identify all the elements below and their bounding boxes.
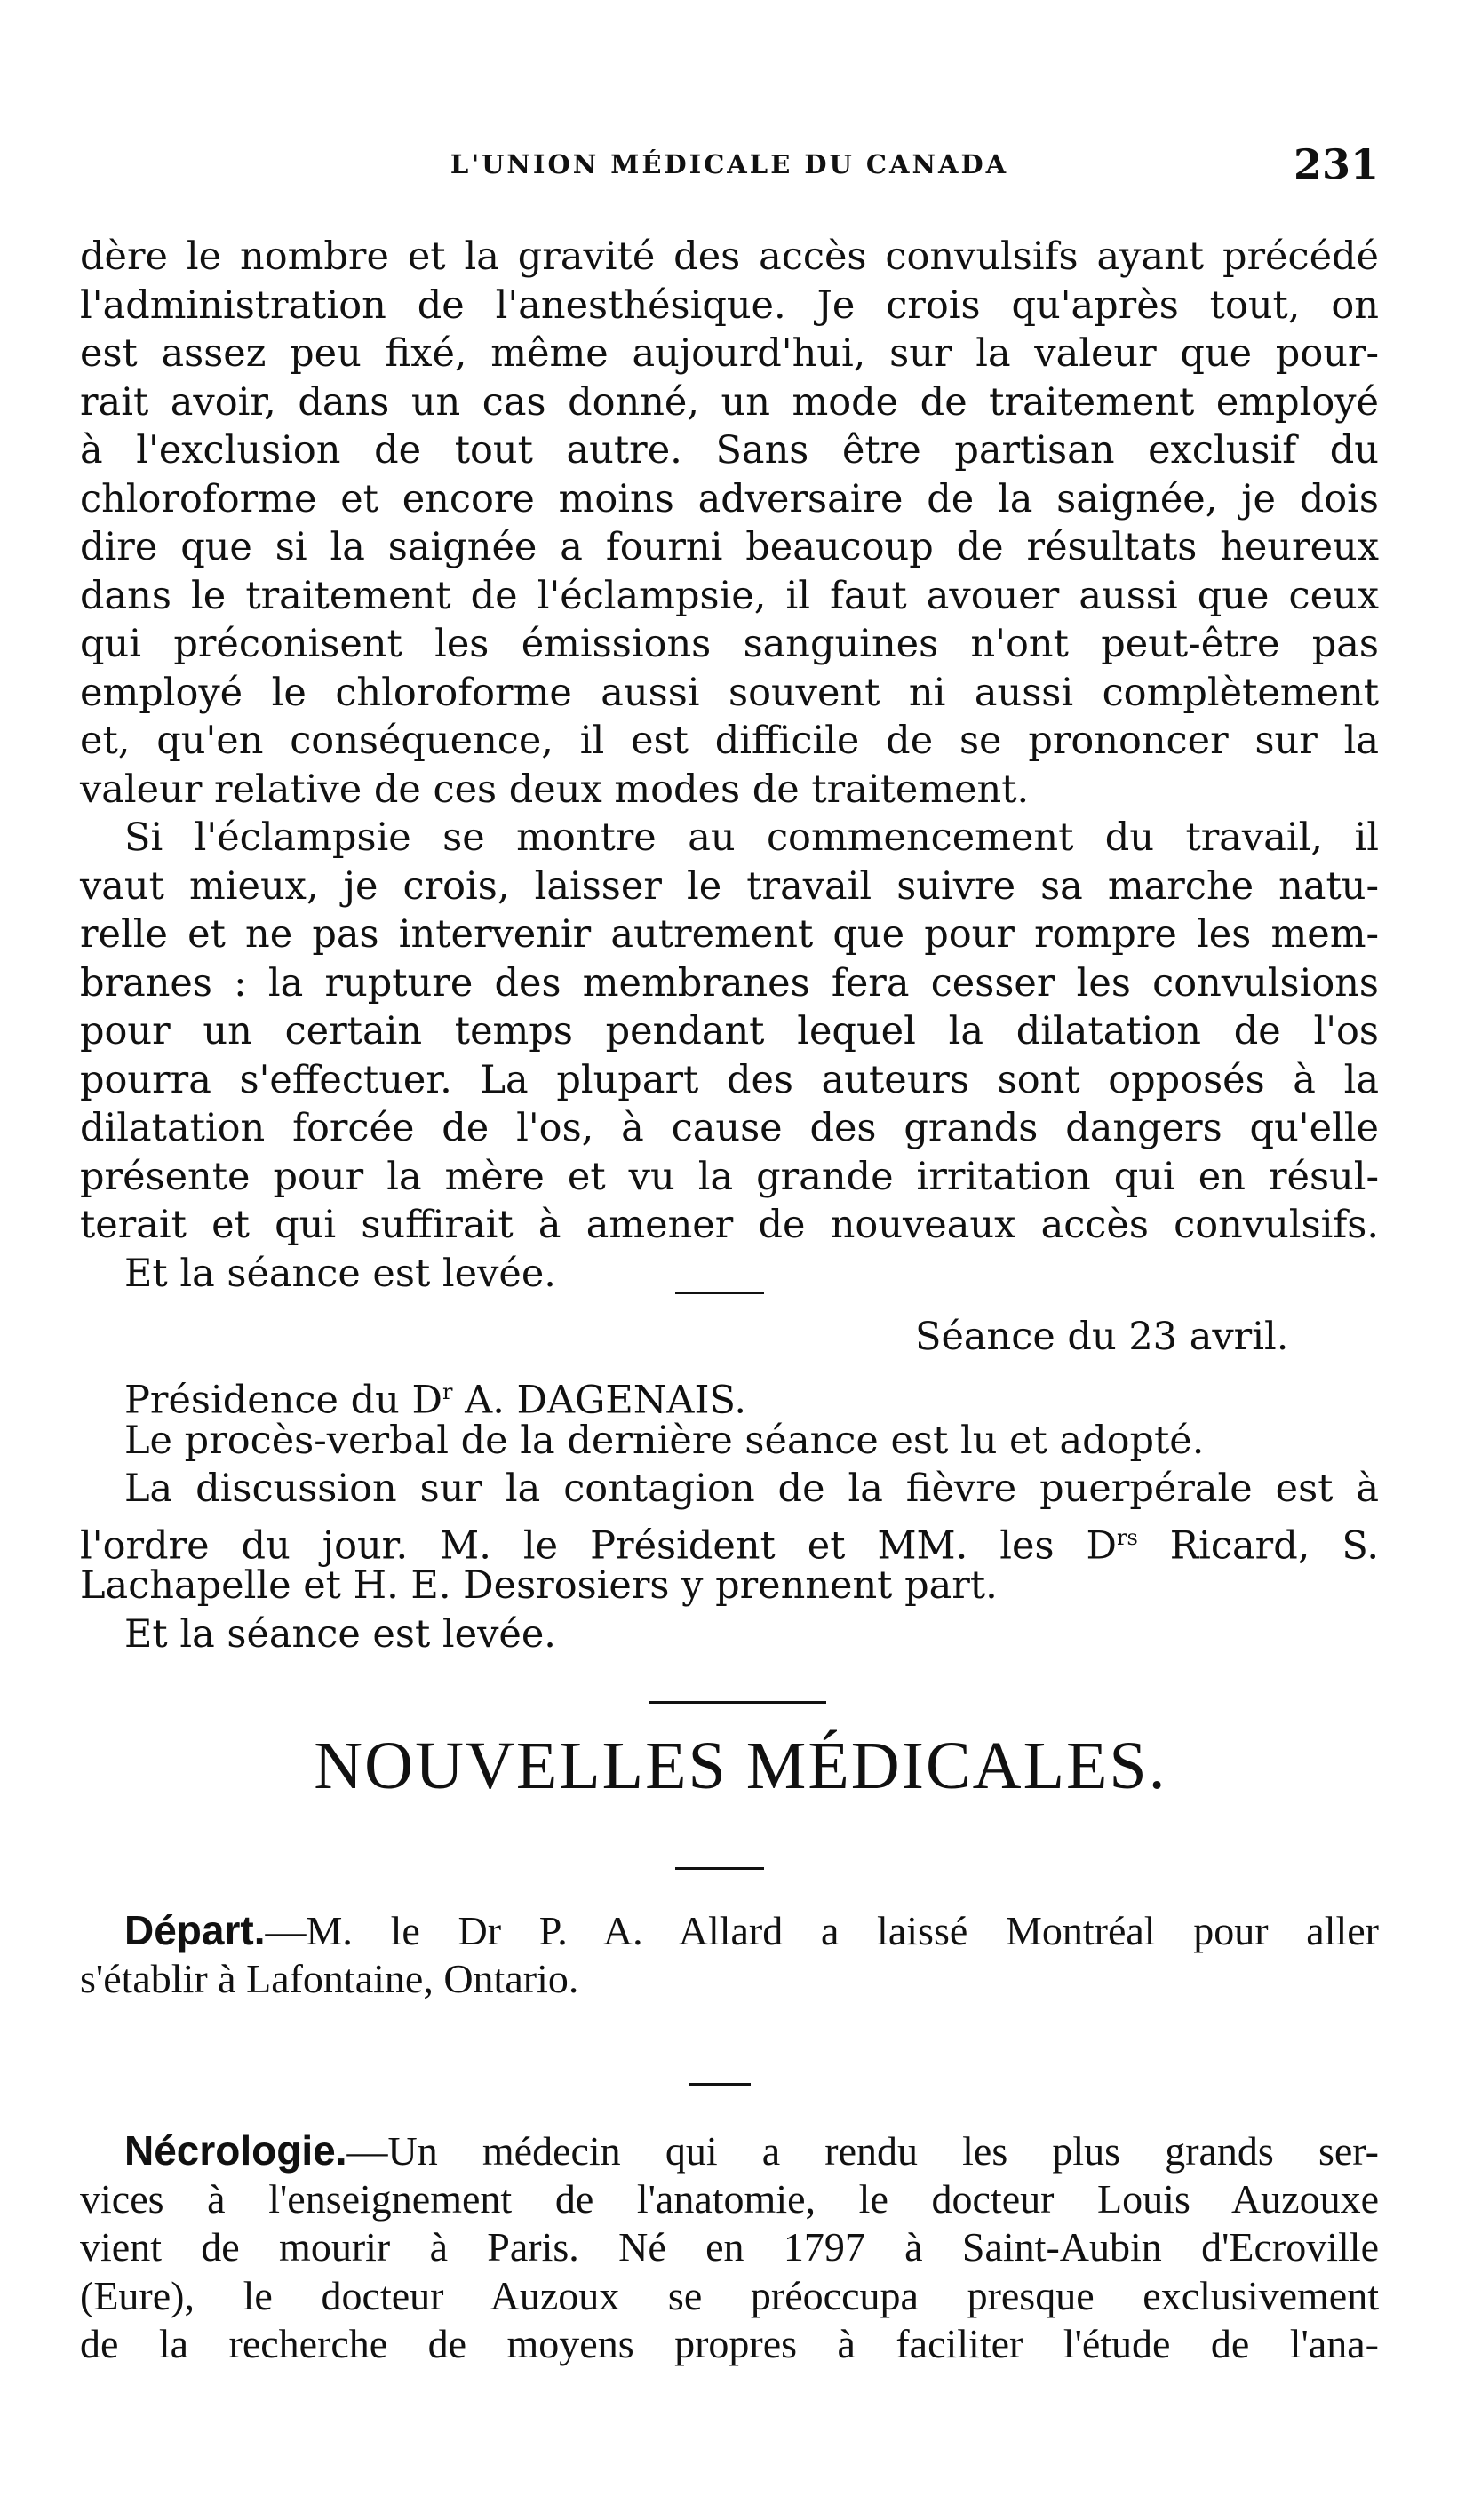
text-line: La discussion sur la contagion de la fièvre puerpérale est à: [124, 1467, 1379, 1511]
depart-text: —M. le Dr P. A. Allard a laissé Montréal pour aller: [265, 1908, 1379, 1953]
text-line: est assez peu fixé, même aujourd'hui, sur la valeur que pour-: [80, 331, 1379, 376]
running-title: L'UNION MÉDICALE DU CANADA: [450, 149, 1009, 179]
presidence-line: [80, 1368, 1379, 1423]
closing-line: Et la séance est levée.: [124, 1251, 556, 1296]
news-depart: [80, 1906, 1379, 2003]
text-line: qui préconisent les émissions sanguines n'ont peut-être pas: [80, 622, 1379, 666]
text-line: à l'exclusion de tout autre. Sans être partisan exclusif du: [80, 428, 1379, 473]
text-line: pourra s'effectuer. La plupart des auteurs sont opposés à la: [80, 1057, 1379, 1102]
discussion-line-end: Ricard, S.: [1137, 1522, 1379, 1568]
text-line: Lachapelle et H. E. Desrosiers y prennent part.: [80, 1563, 998, 1608]
paragraph-anesthesia: [80, 233, 1379, 814]
text-line: [80, 1906, 1379, 1955]
separator-rule: [649, 1701, 826, 1704]
section-title: NOUVELLES MÉDICALES.: [314, 1729, 1167, 1803]
text-line: employé le chloroforme aussi souvent ni aussi complètement: [80, 670, 1379, 715]
discussion-sup: rs: [1117, 1524, 1138, 1550]
text-line: pour un certain temps pendant lequel la dilatation de l'os: [80, 1009, 1379, 1053]
text-line: vices à l'enseignement de l'anatomie, le docteur Louis Auzouxe: [80, 2175, 1379, 2222]
page-number: 231: [1293, 140, 1379, 188]
text-line: présente pour la mère et vu la grande irritation qui en résul-: [80, 1154, 1379, 1199]
text-line: chloroforme et encore moins adversaire de la saignée, je dois: [80, 476, 1379, 521]
page-header: [80, 140, 1379, 188]
text-line: rait avoir, dans un cas donné, un mode de traitement employé: [80, 379, 1379, 425]
text-line: branes : la rupture des membranes fera cesser les convulsions: [80, 960, 1379, 1006]
closing-line: Et la séance est levée.: [124, 1611, 556, 1657]
separator-rule: [675, 1867, 764, 1870]
text-line: terait et qui suffirait à amener de nouveaux accès convulsifs.: [80, 1203, 1379, 1247]
text-line: relle et ne pas intervenir autrement que pour rompre les mem-: [80, 912, 1379, 957]
text-line: [80, 2126, 1379, 2175]
news-heading-necrologie: Nécrologie.: [124, 2127, 347, 2174]
separator-rule: [675, 1292, 764, 1294]
news-heading-depart: Départ.: [124, 1907, 266, 1953]
text-line: dans le traitement de l'éclampsie, il faut avouer aussi que ceux: [80, 573, 1379, 618]
text-line: vient de mourir à Paris. Né en 1797 à Saint-Aubin d'Ecroville: [80, 2224, 1379, 2270]
text-line: et, qu'en conséquence, il est difficile de se prononcer sur la: [80, 719, 1379, 763]
presidence-sup: r: [442, 1379, 453, 1404]
text-line: l'administration de l'anesthésique. Je crois qu'après tout, on: [80, 282, 1379, 328]
text-line: valeur relative de ces deux modes de traitement.: [80, 767, 1030, 812]
text-line: dère le nombre et la gravité des accès convulsifs ayant précédé: [80, 235, 1379, 279]
presidence-prefix: Présidence du D: [124, 1378, 442, 1423]
text-line: dire que si la saignée a fourni beaucoup de résultats heureux: [80, 525, 1379, 569]
news-necrologie: [80, 2126, 1379, 2369]
text-line: (Eure), le docteur Auzoux se préoccupa presque exclusivement: [80, 2272, 1379, 2318]
text-line: de la recherche de moyens propres à faciliter l'étude de l'ana-: [80, 2321, 1379, 2366]
seance-minutes: [80, 1368, 1379, 1658]
paragraph-eclampsia: [80, 814, 1379, 1298]
separator-rule: [689, 2083, 751, 2086]
proces-verbal-line: Le procès-verbal de la dernière séance est lu et adopté.: [124, 1418, 1205, 1463]
necrologie-text: —Un médecin qui a rendu les plus grands ser-: [346, 2128, 1379, 2174]
seance-date: Séance du 23 avril.: [915, 1315, 1289, 1359]
presidence-name: A. DAGENAIS.: [452, 1378, 747, 1423]
text-line: dilatation forcée de l'os, à cause des grands dangers qu'elle: [80, 1106, 1379, 1150]
text-line: vaut mieux, je crois, laisser le travail suivre sa marche natu-: [80, 863, 1379, 909]
discussion-line-start: l'ordre du jour. M. le Président et MM. les D: [80, 1522, 1117, 1568]
text-line: s'établir à Lafontaine, Ontario.: [80, 1955, 579, 2001]
text-line: [80, 1514, 1379, 1568]
text-line: Si l'éclampsie se montre au commencement du travail, il: [124, 815, 1379, 860]
